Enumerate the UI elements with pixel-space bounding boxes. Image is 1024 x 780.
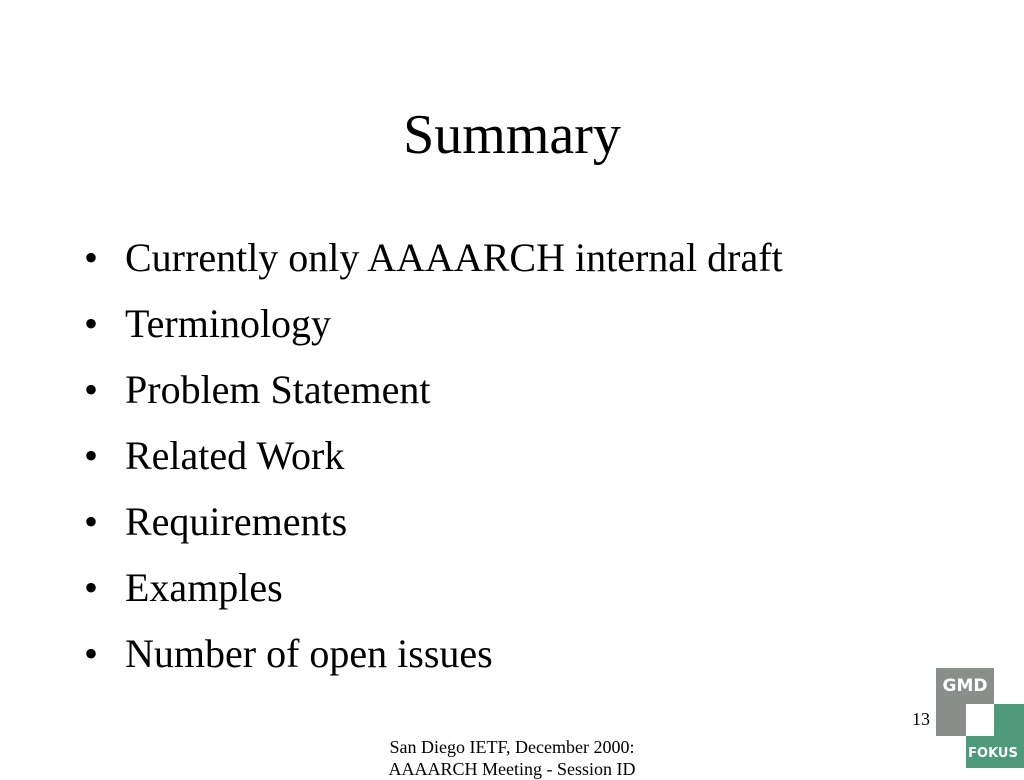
bullet-item [84, 555, 783, 621]
bullet-text: Number of open issues [125, 631, 493, 676]
bullet-icon: • [84, 433, 99, 478]
bullet-text: Requirements [125, 499, 348, 544]
logo-green-side [994, 704, 1024, 736]
bullet-text: Terminology [125, 301, 332, 346]
logo-text-fokus: FOKUS [968, 746, 1018, 761]
bullet-icon: • [84, 631, 99, 676]
bullet-text: Related Work [125, 433, 345, 478]
bullet-text: Examples [125, 565, 283, 610]
logo-gray-side [936, 704, 966, 736]
bullet-list [84, 225, 783, 687]
page-number: 13 [912, 709, 930, 729]
footer-line: AAAARCH Meeting - Session ID [388, 759, 636, 779]
footer [300, 736, 724, 780]
bullet-item [84, 357, 783, 423]
bullet-text: Problem Statement [125, 367, 431, 412]
bullet-icon: • [84, 499, 99, 544]
footer-line: San Diego IETF, December 2000: [389, 737, 635, 757]
bullet-icon: • [84, 235, 99, 280]
gmd-fokus-logo-icon [936, 668, 1024, 768]
bullet-item [84, 423, 783, 489]
bullet-text: Currently only AAAARCH internal draft [125, 235, 783, 280]
bullet-icon: • [84, 301, 99, 346]
bullet-item [84, 225, 783, 291]
bullet-item [84, 621, 783, 687]
bullet-item [84, 489, 783, 555]
logo-text-gmd: GMD [942, 676, 988, 696]
bullet-item [84, 291, 783, 357]
bullet-icon: • [84, 565, 99, 610]
bullet-icon: • [84, 367, 99, 412]
slide-title: Summary [403, 104, 621, 166]
